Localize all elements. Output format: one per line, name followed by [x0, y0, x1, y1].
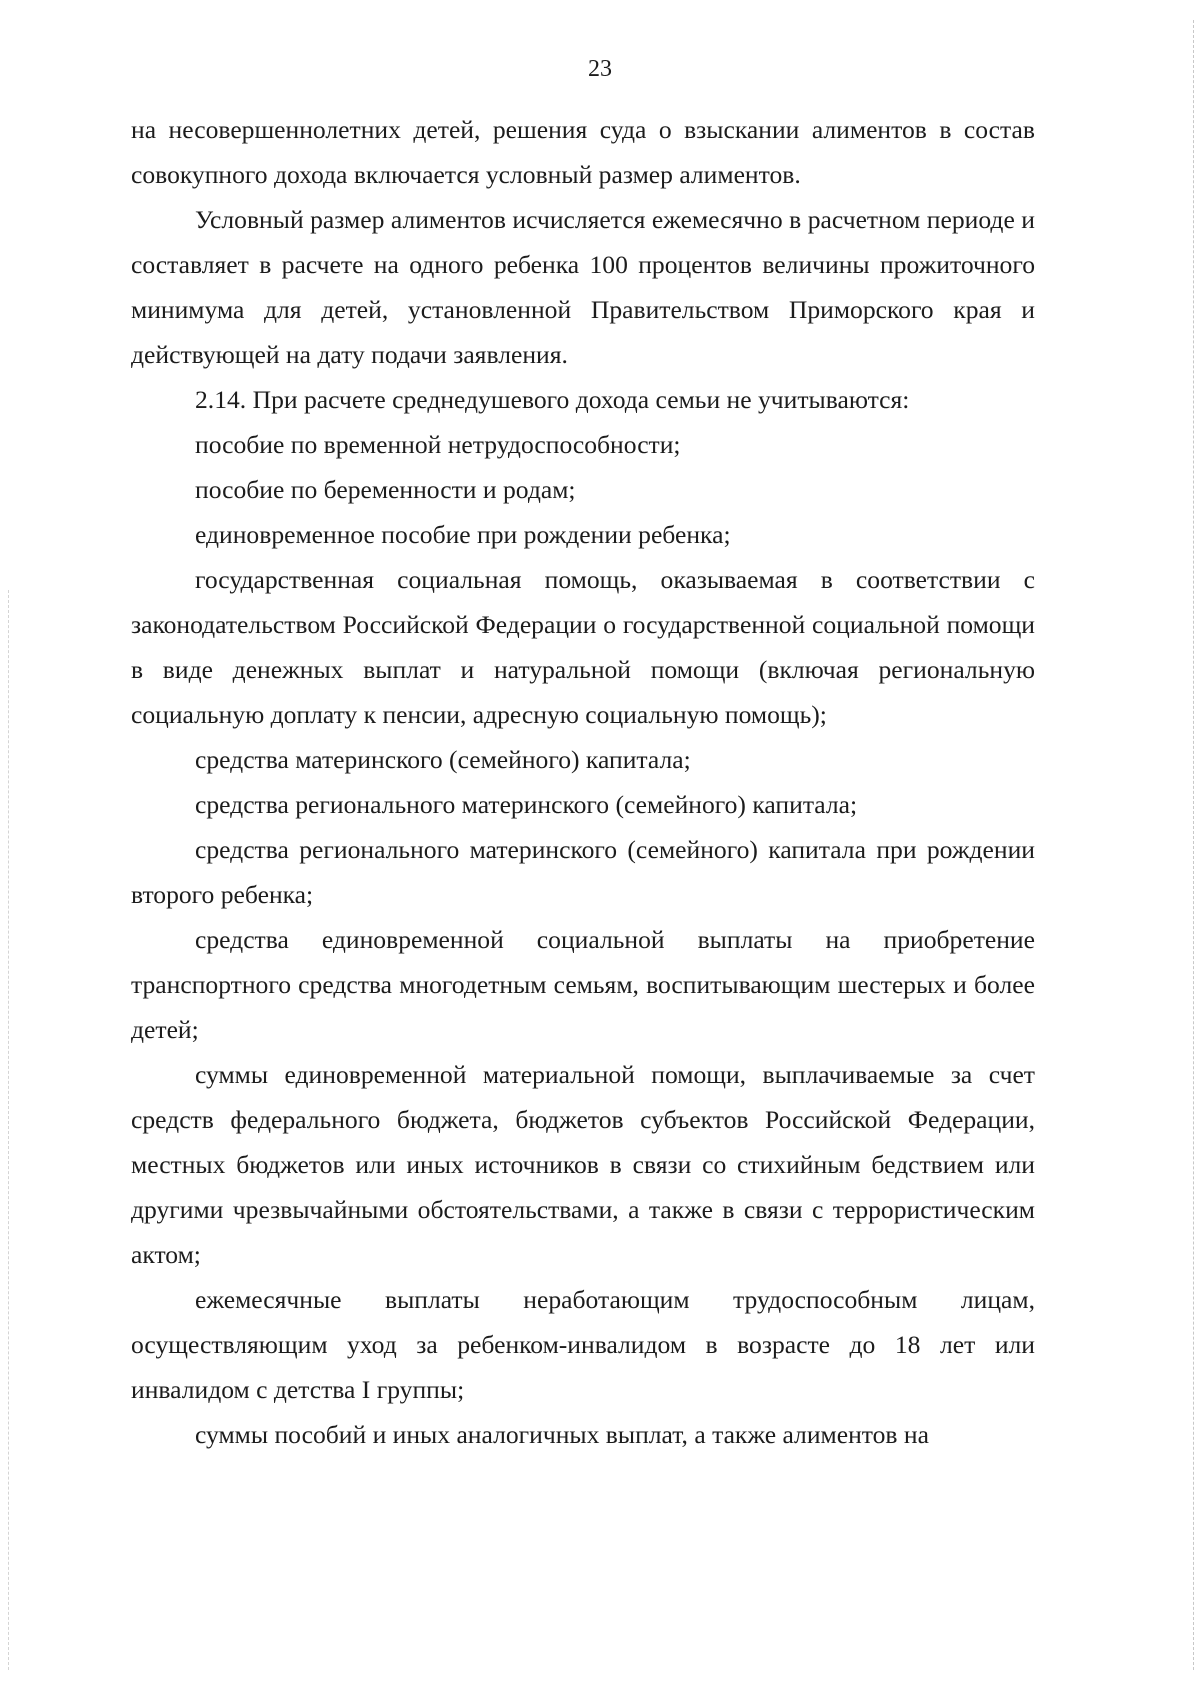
- paragraph: 2.14. При расчете среднедушевого дохода семьи не учитываются:: [195, 385, 910, 414]
- list-item: средства материнского (семейного) капитала;: [195, 745, 691, 774]
- list-item: суммы единовременной материальной помощи, выплачиваемые за счет средств федерального бюджета, бюджетов субъектов Российской Федерации, местных бюджетов или иных источников в связи со стихийным бедствием или другими чрезвычайными обстоятельствами, а также в связи с террористическим актом;: [131, 1060, 1035, 1269]
- page-number: 23: [588, 56, 612, 82]
- list-item: средства регионального материнского (семейного) капитала при рождении второго ребенка;: [131, 835, 1035, 909]
- document-body: [131, 107, 1035, 1457]
- list-item: государственная социальная помощь, оказываемая в соответствии с законодательством Российской Федерации о государственной социальной помощи в виде денежных выплат и натуральной помощи (включая региональную социальную доплату к пенсии, адресную социальную помощь);: [131, 565, 1035, 729]
- list-item: единовременное пособие при рождении ребенка;: [195, 520, 731, 549]
- list-item: ежемесячные выплаты неработающим трудоспособным лицам, осуществляющим уход за ребенком-инвалидом в возрасте до 18 лет или инвалидом с детства I группы;: [131, 1285, 1035, 1404]
- list-item: средства регионального материнского (семейного) капитала;: [195, 790, 858, 819]
- list-item: средства единовременной социальной выплаты на приобретение транспортного средства многодетным семьям, воспитывающим шестерых и более детей;: [131, 925, 1035, 1044]
- list-item: суммы пособий и иных аналогичных выплат, а также алиментов на: [195, 1420, 929, 1449]
- paragraph: на несовершеннолетних детей, решения суда о взыскании алиментов в состав совокупного дохода включается условный размер алиментов.: [131, 115, 1035, 189]
- paragraph: Условный размер алиментов исчисляется ежемесячно в расчетном периоде и составляет в расчете на одного ребенка 100 процентов величины прожиточного минимума для детей, установленной Правительством Приморского края и действующей на дату подачи заявления.: [131, 205, 1035, 369]
- scan-edge-artifact: [1193, 20, 1194, 1670]
- list-item: пособие по беременности и родам;: [195, 475, 576, 504]
- scan-edge-artifact-left: [8, 590, 9, 1670]
- list-item: пособие по временной нетрудоспособности;: [195, 430, 681, 459]
